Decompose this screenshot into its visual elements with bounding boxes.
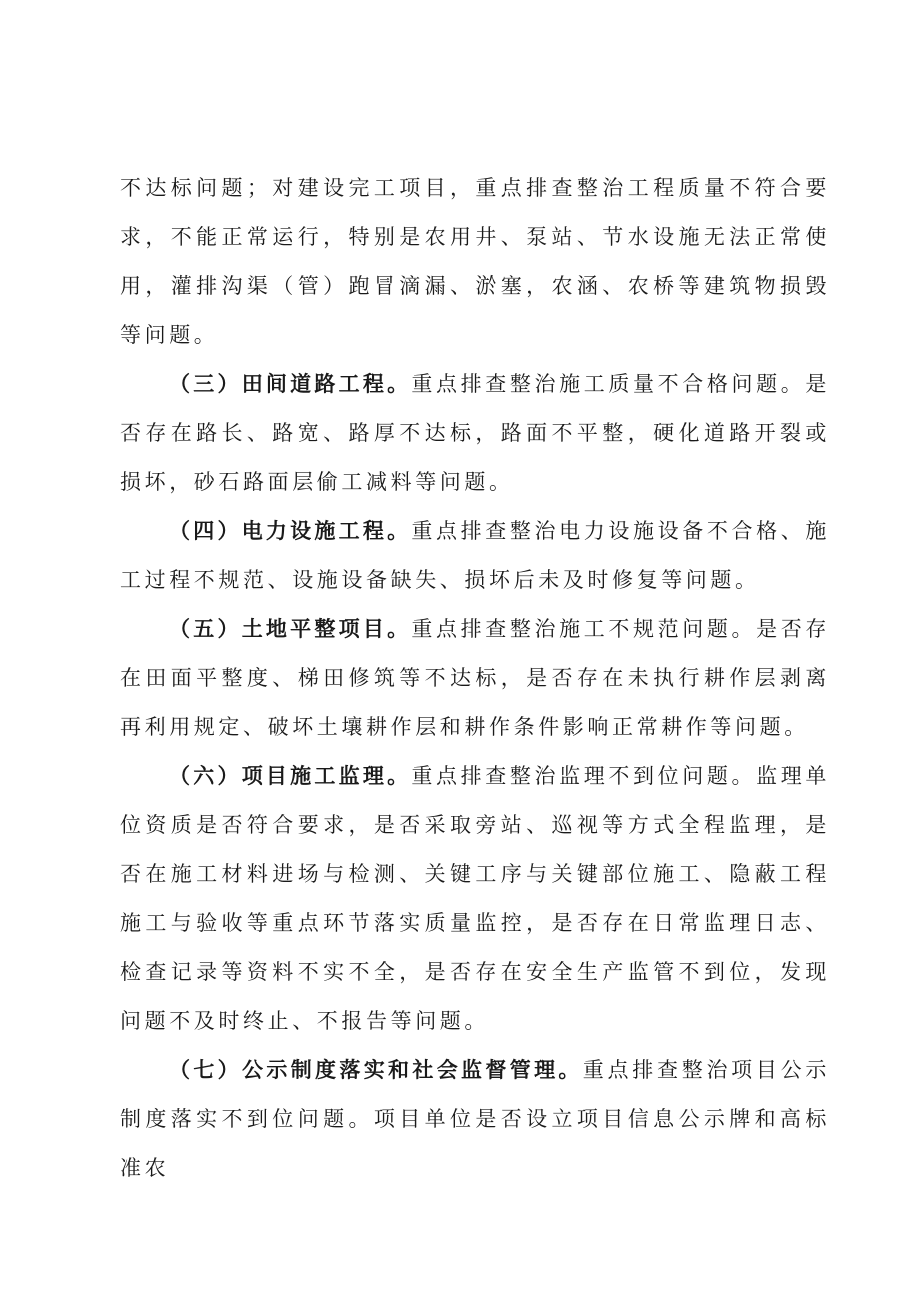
paragraph-text: 不达标问题；对建设完工项目，重点排查整治工程质量不符合要求，不能正常运行，特别是农用井、泵站、节水设施无法正常使用，灌排沟渠（管）跑冒滴漏、淤塞，农涵、农桥等建筑物损毁等问题。 — [120, 176, 830, 347]
paragraph-field-roads — [120, 360, 830, 507]
paragraph-text: 重点排查整治项目公示制度落实不到位问题。项目单位是否设立项目信息公示牌和高标准农 — [120, 1058, 830, 1180]
paragraph-land-leveling — [120, 605, 830, 752]
paragraph-power-facilities — [120, 507, 830, 605]
section-heading: （五）土地平整项目。 — [169, 617, 412, 641]
paragraph-text: 重点排查整治电力设施设备不合格、施工过程不规范、设施设备缺失、损坏后未及时修复等问题。 — [120, 519, 831, 592]
section-heading: （七）公示制度落实和社会监督管理。 — [169, 1058, 583, 1082]
paragraph-text: 重点排查整治施工不规范问题。是否存在田面平整度、梯田修筑等不达标，是否存在未执行耕作层剥离再利用规定、破坏土壤耕作层和耕作条件影响正常耕作等问题。 — [120, 617, 831, 739]
paragraph-construction-supervision — [120, 752, 830, 1046]
paragraph-continued — [120, 164, 830, 360]
section-heading: （六）项目施工监理。 — [169, 764, 412, 788]
section-heading: （三）田间道路工程。 — [169, 372, 412, 396]
section-heading: （四）电力设施工程。 — [169, 519, 412, 543]
paragraph-text: 重点排查整治施工质量不合格问题。是否存在路长、路宽、路厚不达标，路面不平整，硬化道路开裂或损坏，砂石路面层偷工减料等问题。 — [120, 372, 831, 494]
paragraph-text: 重点排查整治监理不到位问题。监理单位资质是否符合要求，是否采取旁站、巡视等方式全程监理，是否在施工材料进场与检测、关键工序与关键部位施工、隐蔽工程施工与验收等重点环节落实质量监控，是否存在日常监理日志、检查记录等资料不实不全，是否存在安全生产监管不到位，发现问题不及时终止、不报告等问题。 — [120, 764, 831, 1033]
document-body — [120, 164, 830, 1193]
paragraph-public-disclosure — [120, 1046, 830, 1193]
